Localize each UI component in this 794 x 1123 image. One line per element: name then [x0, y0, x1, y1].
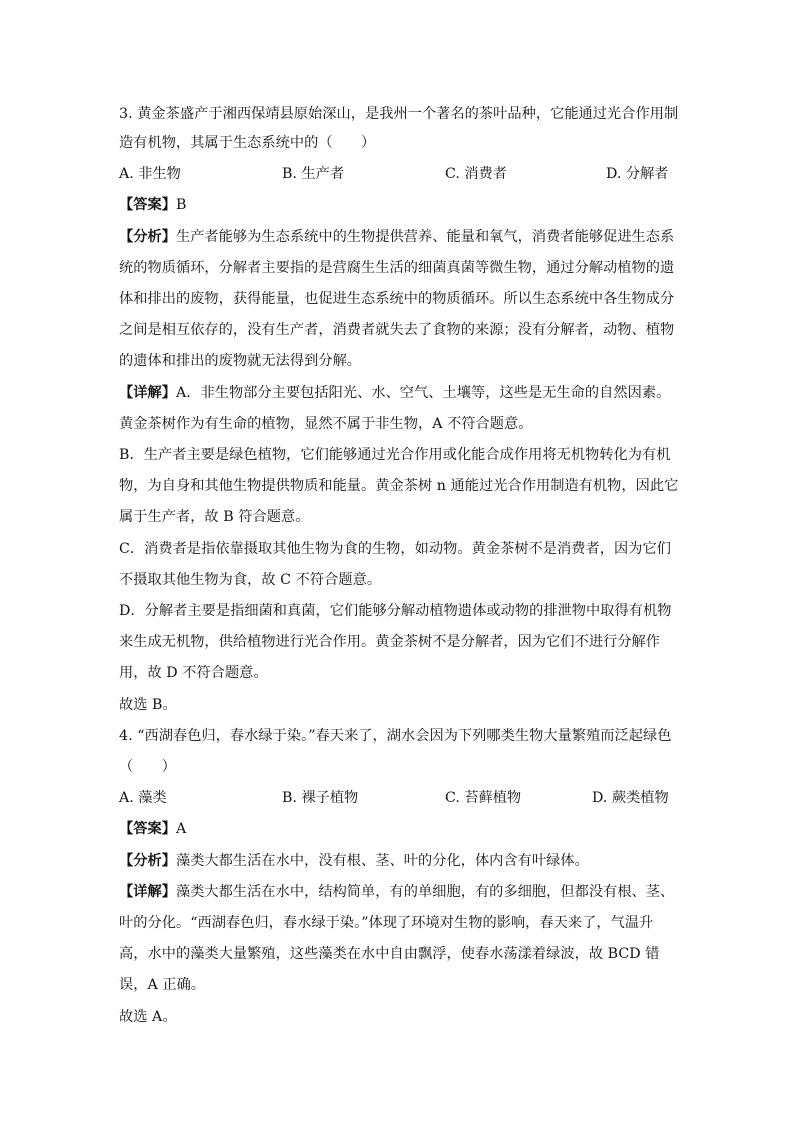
- q3-detail-line-4: 物，为自身和其他生物提供物质和能量。黄金茶树 n 通能过光合作用制造有机物，因此它: [119, 478, 679, 494]
- q4-conclusion: 故选 A。: [119, 1009, 177, 1025]
- q3-detail-line-3: B．生产者主要是绿色植物，它们能够通过光合作用或化能合成作用将无机物转化为有机: [119, 447, 671, 463]
- q3-stem-line-2: 造有机物，其属于生态系统中的（ ）: [119, 135, 376, 151]
- q3-option-c: C. 消费者: [445, 166, 507, 182]
- q4-options: [119, 788, 679, 808]
- q3-detail-line-2: 黄金茶树作为有生命的植物，显然不属于非生物，A 不符合题意。: [119, 416, 533, 432]
- analysis-text: 藻类大都生活在水中，没有根、茎、叶的分化，体内含有叶绿体。: [175, 853, 589, 869]
- q4-analysis: [119, 851, 679, 871]
- q4-detail-line-3: 高，水中的藻类大量繁殖，这些藻类在水中自由飘浮，使春水荡漾着绿波，故 BCD 错: [119, 946, 660, 962]
- detail-text: A．非生物部分主要包括阳光、水、空气、土壤等，这些是无生命的自然因素。: [175, 385, 671, 401]
- q3-option-d: D. 分解者: [606, 166, 669, 182]
- analysis-text: 生产者能够为生态系统中的生物提供营养、能量和氧气，消费者能够促进生态系: [175, 229, 675, 245]
- q3-detail-line-9: 来生成无机物，供给植物进行光合作用。黄金茶树不是分解者，因为它们不进行分解作: [119, 634, 661, 650]
- q3-detail-line-1: [119, 383, 679, 403]
- detail-tag: 【详解】: [119, 884, 176, 900]
- q3-analysis-line-3: 体和排出的废物，获得能量，也促进生态系统中的物质循环。所以生态系统中各生物成分: [119, 291, 675, 307]
- q4-option-b: B. 裸子植物: [282, 790, 359, 806]
- answer-value: B: [175, 197, 187, 213]
- q3-analysis-line-2: 统的物质循环，分解者主要指的是营腐生生活的细菌真菌等微生物，通过分解动植物的遗: [119, 260, 675, 276]
- q3-answer: [119, 195, 679, 215]
- q4-detail-line-2: 叶的分化。“西湖春色归，春水绿于染。”体现了环境对生物的影响，春天来了，气温升: [119, 915, 654, 931]
- q3-stem-line-1: 3. 黄金茶盛产于湘西保靖县原始深山，是我州一个著名的茶叶品种，它能通过光合作用制: [119, 106, 679, 122]
- q3-conclusion: 故选 B。: [119, 697, 177, 713]
- q4-option-a: A. 藻类: [119, 790, 167, 806]
- q3-detail-line-8: D．分解者主要是指细菌和真菌，它们能够分解动植物遗体或动物的排泄物中取得有机物: [119, 603, 672, 619]
- q3-option-b: B. 生产者: [282, 166, 345, 182]
- q3-detail-line-10: 用，故 D 不符合题意。: [119, 665, 268, 681]
- q3-detail-line-6: C．消费者是指依靠摄取其他生物为食的生物，如动物。黄金茶树不是消费者，因为它们: [119, 541, 671, 557]
- q3-options: [119, 164, 679, 184]
- q3-analysis-line-5: 的遗体和排出的废物就无法得到分解。: [119, 353, 362, 369]
- q4-detail-line-4: 误，A 正确。: [119, 977, 206, 993]
- q4-answer: [119, 819, 679, 839]
- answer-value: A: [175, 821, 187, 837]
- answer-tag: 【答案】: [119, 821, 176, 837]
- q4-stem-line-1: 4. “西湖春色归，春水绿于染。”春天来了，湖水会因为下列哪类生物大量繁殖而泛起绿色: [119, 728, 672, 744]
- q4-option-d: D. 蕨类植物: [592, 790, 669, 806]
- analysis-tag: 【分析】: [119, 229, 176, 245]
- detail-text: 藻类大都生活在水中，结构简单，有的单细胞，有的多细胞，但都没有根、茎、: [175, 884, 675, 900]
- detail-tag: 【详解】: [119, 385, 176, 401]
- q3-analysis-line-1: [119, 227, 679, 247]
- analysis-tag: 【分析】: [119, 853, 176, 869]
- q4-detail-line-1: [119, 882, 679, 902]
- q3-detail-line-5: 属于生产者，故 B 符合题意。: [119, 509, 310, 525]
- q3-option-a: A. 非生物: [119, 166, 181, 182]
- q3-detail-line-7: 不摄取其他生物为食，故 C 不符合题意。: [119, 572, 382, 588]
- q3-analysis-line-4: 之间是相互依存的，没有生产者，消费者就失去了食物的来源；没有分解者，动物、植物: [119, 322, 675, 338]
- q4-stem-line-2: （ ）: [119, 759, 176, 775]
- answer-tag: 【答案】: [119, 197, 176, 213]
- q4-option-c: C. 苔藓植物: [445, 790, 522, 806]
